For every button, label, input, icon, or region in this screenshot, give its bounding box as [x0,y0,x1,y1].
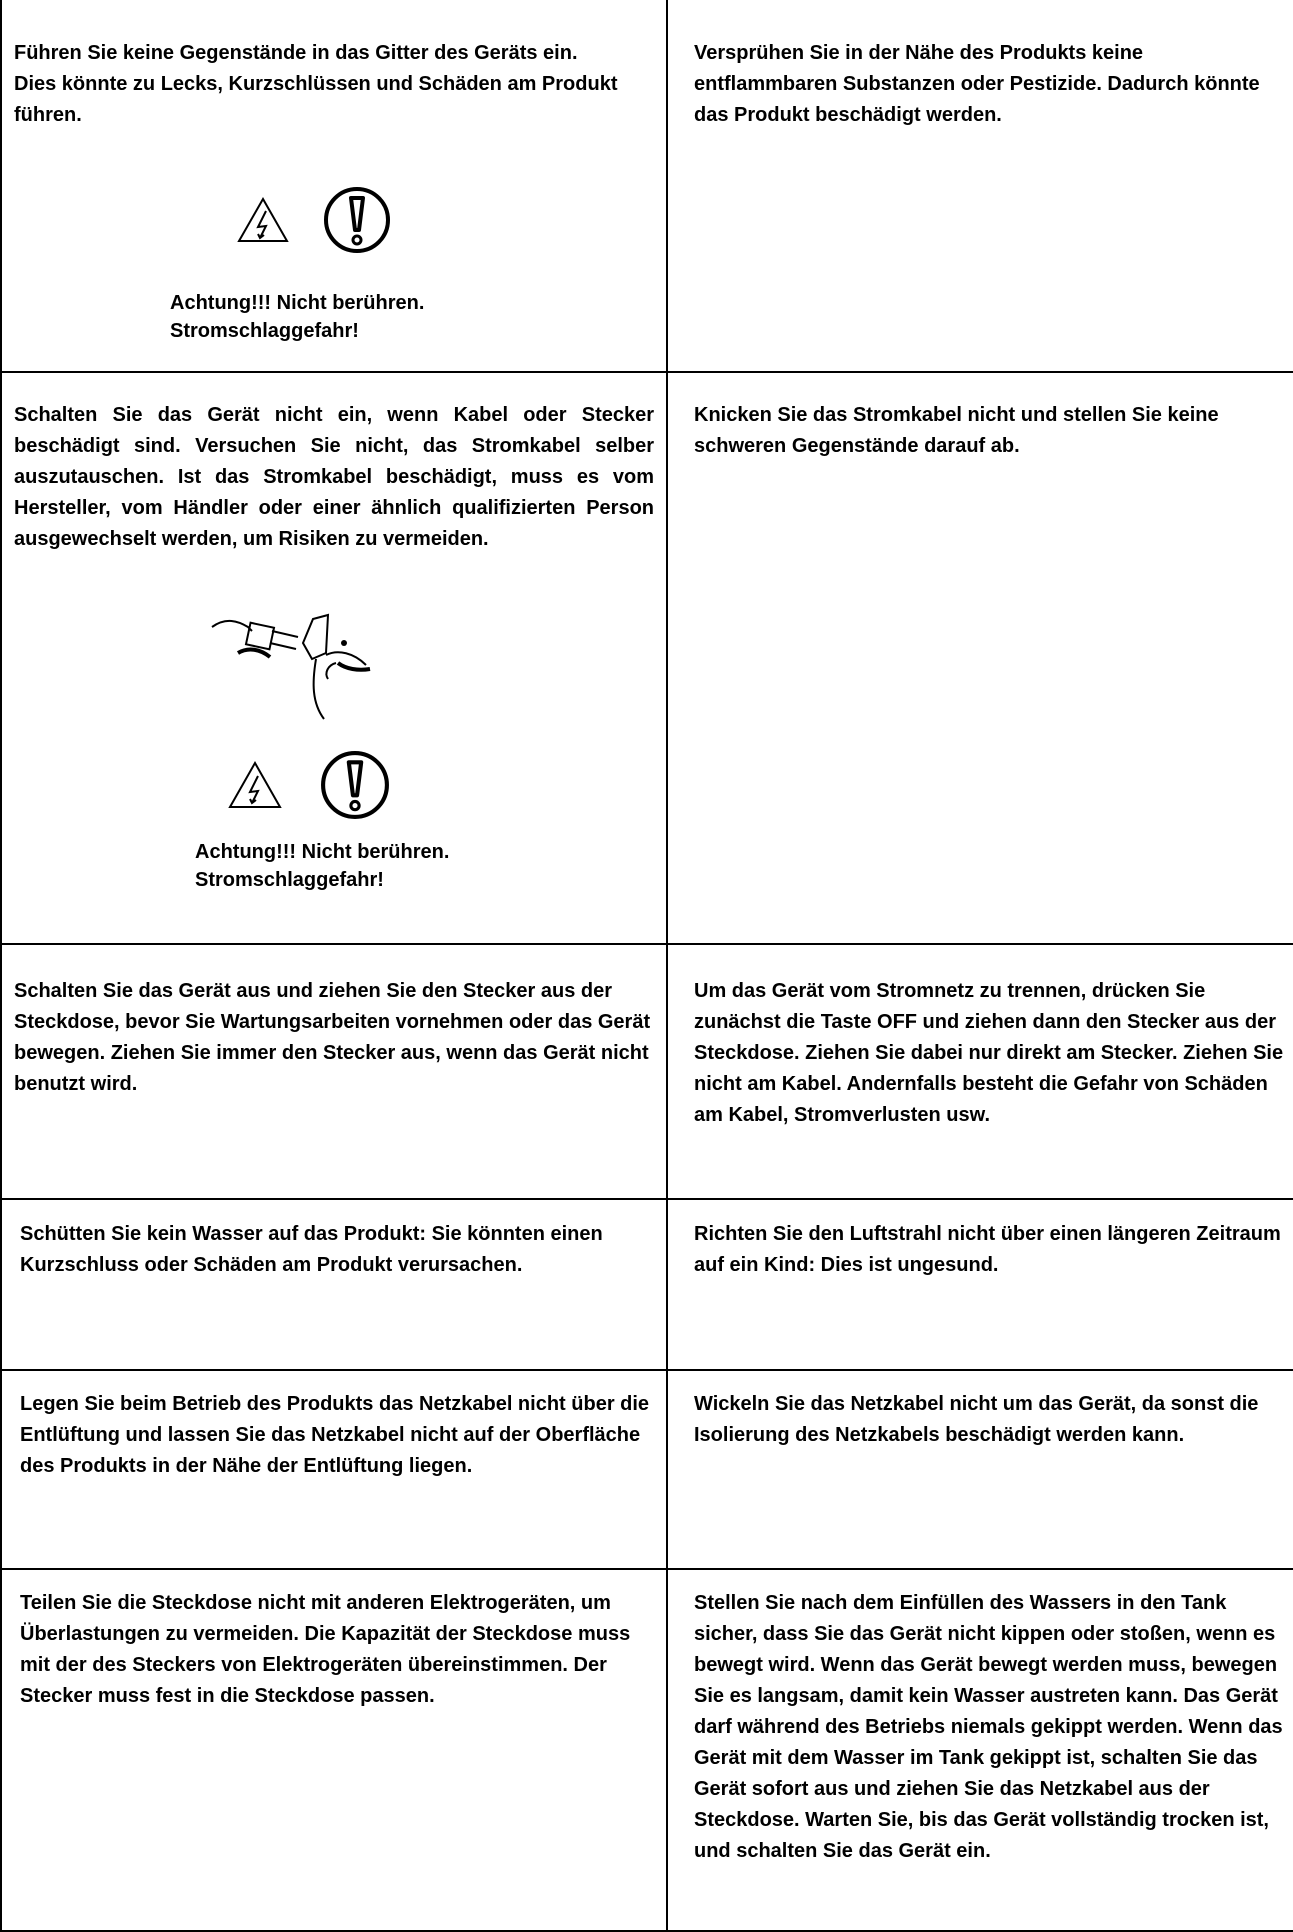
row6-left-text: Teilen Sie die Steckdose nicht mit anderen Elektrogeräten, um Überlastungen zu vermeiden. Die Kapazität der Steckdose muss mit der des Steckers von Elektrogeräten übereinstimmen. Der Stecker muss fest in die Steckdose passen. [20,1592,631,1707]
table-row-divider [0,371,1293,373]
row2-caption-line2: Stromschlaggefahr! [195,869,384,891]
row5-right-text: Wickeln Sie das Netzkabel nicht um das Gerät, da sonst die Isolierung des Netzkabels beschädigt werden kann. [694,1393,1259,1446]
row1-caption-line1: Achtung!!! Nicht berühren. [170,292,425,314]
electric-shock-warning-icon [237,197,289,243]
row2-warning-icons [228,750,390,820]
row4-left-text: Schütten Sie kein Wasser auf das Produkt: Sie könnten einen Kurzschluss oder Schäden am Produkt verursachen. [20,1223,603,1276]
exclamation-circle-icon [323,186,391,254]
row1-left-line2: Dies könnte zu Lecks, Kurzschlüssen und Schäden am Produkt führen. [14,73,618,126]
row6-right-text: Stellen Sie nach dem Einfüllen des Wassers in den Tank sicher, dass Sie das Gerät nicht kippen oder stoßen, wenn es bewegt wird. Wenn das Gerät bewegt werden muss, bewegen Sie es langsam, damit kein Wasser austreten kann. Das Gerät darf während des Betriebs niemals gekippt werden. Wenn das Gerät mit dem Wasser im Tank gekippt ist, schalten Sie das Gerät sofort aus und ziehen Sie das Netzkabel aus der Steckdose. Warten Sie, bis das Gerät vollständig trocken ist, und schalten Sie das Gerät ein. [694,1592,1283,1862]
row3-right-text: Um das Gerät vom Stromnetz zu trennen, drücken Sie zunächst die Taste OFF und ziehen dann den Stecker aus der Steckdose. Ziehen Sie dabei nur direkt am Stecker. Ziehen Sie nicht am Kabel. Andernfalls besteht die Gefahr von Schäden am Kabel, Stromverlusten usw. [694,980,1284,1126]
row1-warning-icons [237,186,391,254]
row2-right-text: Knicken Sie das Stromkabel nicht und stellen Sie keine schweren Gegenstände darauf ab. [694,404,1219,457]
table-column-divider [666,0,668,1932]
row1-left-text [14,38,654,131]
row2-left-text: Schalten Sie das Gerät nicht ein, wenn Kabel oder Stecker beschädigt sind. Versuchen Sie nicht, das Stromkabel selber auszutauschen. Ist das Stromkabel beschädigt, muss es vom Hersteller, vom Händler oder einer ähnlich qualifizierten Person ausgewechselt werden, um Risiken zu vermeiden. [14,404,654,550]
exclamation-circle-icon [320,750,390,820]
row1-warning-caption [170,289,424,345]
power-plug-illustration [208,613,378,723]
table-row-divider [0,1198,1293,1200]
row2-warning-caption [195,838,449,894]
row1-caption-line2: Stromschlaggefahr! [170,320,359,342]
table-row-divider [0,1568,1293,1570]
row3-left-text: Schalten Sie das Gerät aus und ziehen Sie den Stecker aus der Steckdose, bevor Sie Wartungsarbeiten vornehmen oder das Gerät bewegen. Ziehen Sie immer den Stecker aus, wenn das Gerät nicht benutzt wird. [14,980,651,1095]
table-border-left [0,0,2,1932]
table-row-divider [0,1369,1293,1371]
row4-right-text: Richten Sie den Luftstrahl nicht über einen längeren Zeitraum auf ein Kind: Dies ist ungesund. [694,1223,1281,1276]
row2-caption-line1: Achtung!!! Nicht berühren. [195,841,450,863]
electric-shock-warning-icon [228,761,282,809]
row1-right-text: Versprühen Sie in der Nähe des Produkts keine entflammbaren Substanzen oder Pestizide. Dadurch könnte das Produkt beschädigt werden. [694,42,1260,126]
row5-left-text: Legen Sie beim Betrieb des Produkts das Netzkabel nicht über die Entlüftung und lassen Sie das Netzkabel nicht auf der Oberfläche des Produkts in der Nähe der Entlüftung liegen. [20,1393,650,1477]
table-row-divider [0,943,1293,945]
row1-left-line1: Führen Sie keine Gegenstände in das Gitter des Geräts ein. [14,42,578,64]
